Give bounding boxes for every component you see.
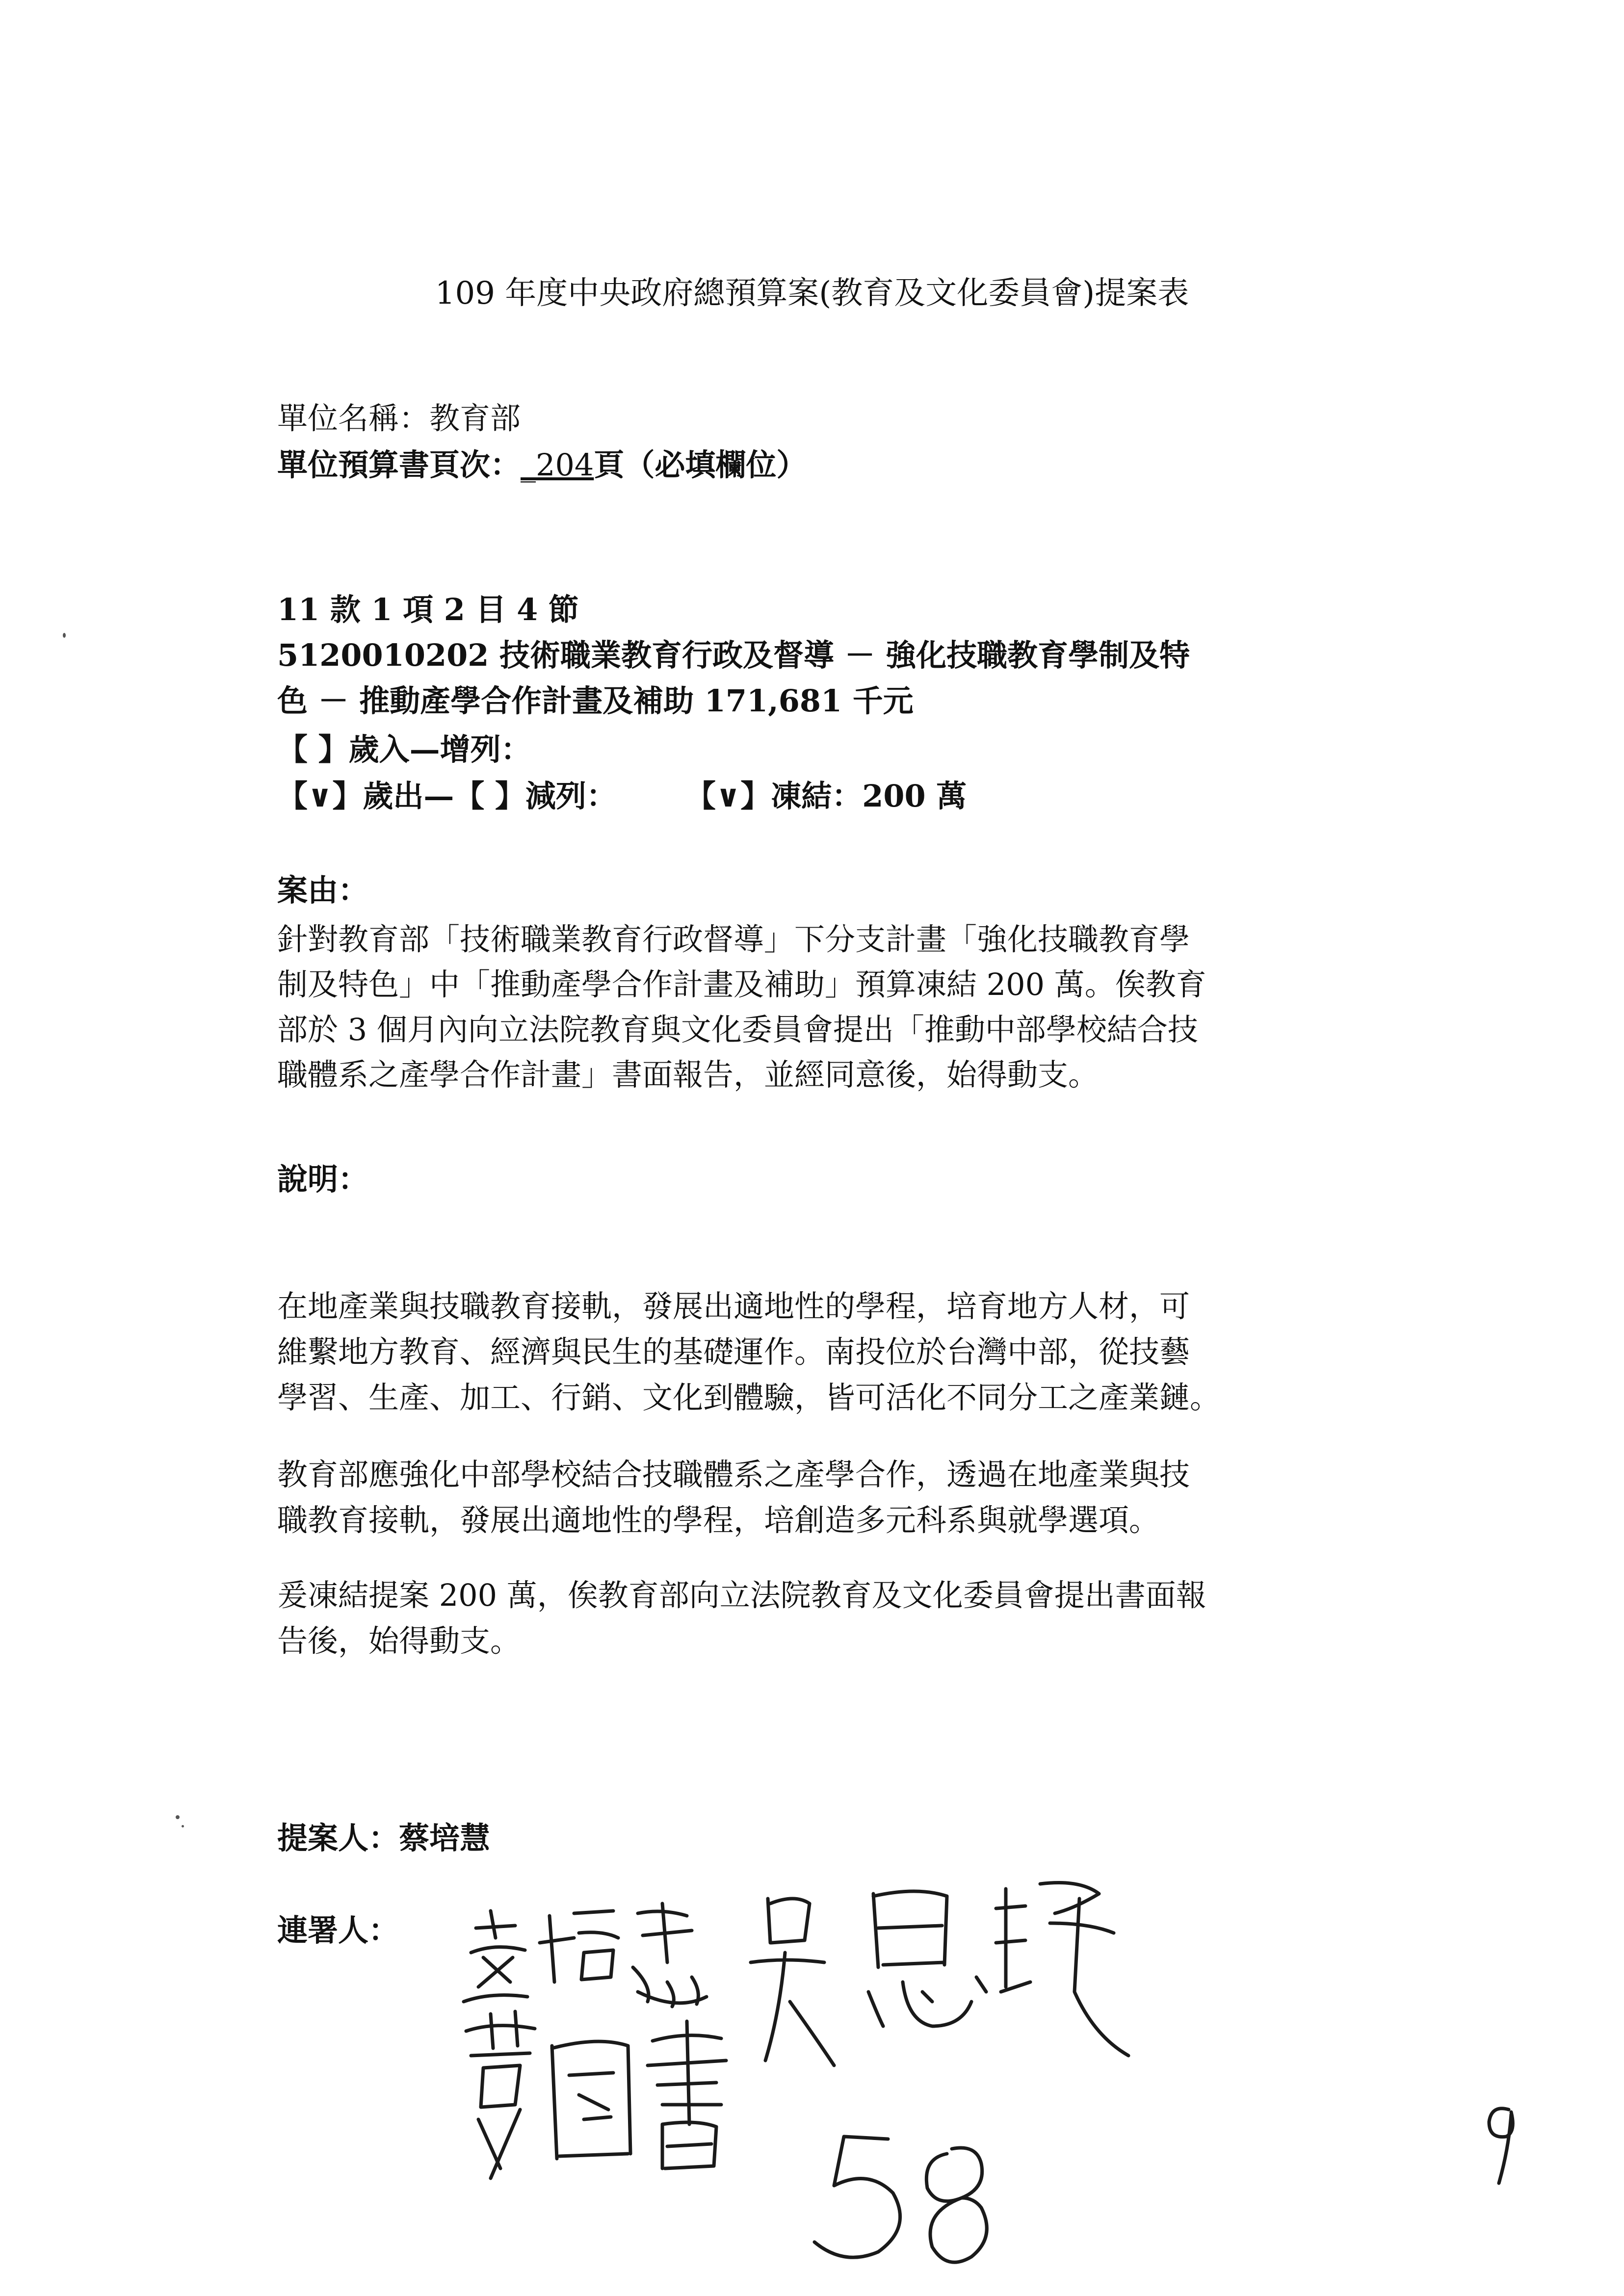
proposer-label: 提案人： [277,1820,399,1856]
reason-line: 職體系之產學合作計畫」書面報告，並經同意後，始得動支。 [277,1057,1099,1093]
explain-line: 告後，始得動支。 [277,1623,521,1659]
document-title: 109 年度中央政府總預算案(教育及文化委員會)提案表 [435,275,1189,312]
explain-heading: 說明： [277,1161,369,1197]
signature-huang-guoshu [466,2011,726,2178]
explain-line: 教育部應強化中部學校結合技職體系之產學合作，透過在地產業與技 [277,1457,1190,1492]
page-suffix: 頁（必填欄位） [594,447,807,483]
reason-line: 針對教育部「技術職業教育行政督導」下分支計畫「強化技職教育學 [277,921,1190,957]
revenue-line: 【 】歲入—增列： [277,731,531,767]
unit-label: 單位名稱： [277,400,430,436]
unit-name: 教育部 [429,400,521,436]
explain-line: 爰凍結提案 200 萬，俟教育部向立法院教育及文化委員會提出書面報 [277,1577,1206,1613]
signature-wu-siyao [751,1883,1128,2066]
program-line-1: 5120010202 技術職業教育行政及督導 － 強化技職教育學制及特 [277,637,1190,673]
explain-line: 維繫地方教育、經濟與民生的基礎運作。南投位於台灣中部，從技藝 [277,1334,1190,1370]
reason-line: 制及特色」中「推動產學合作計畫及補助」預算凍結 200 萬。俟教育 [277,966,1206,1002]
page-value: _204 [521,447,594,483]
scan-speck [63,633,66,638]
program-line-2: 色 － 推動產學合作計畫及補助 171,681 千元 [277,683,914,719]
expense-part-1: 【∨】歲出—【 】減列： [277,778,617,814]
proposer-name: 蔡培慧 [399,1820,491,1856]
expense-part-2: 【∨】凍結：200 萬 [685,778,967,814]
signature-cai-peihui [464,1904,707,2007]
reason-heading: 案由： [277,872,369,908]
handwritten-page-mark [1489,2109,1513,2183]
scan-speck [182,1825,184,1827]
explain-line: 職教育接軌，發展出適地性的學程，培創造多元科系與就學選項。 [277,1502,1160,1538]
explain-line: 在地產業與技職教育接軌，發展出適地性的學程，培育地方人材，可 [277,1288,1190,1324]
page-label: 單位預算書頁次： [277,447,521,483]
handwritten-number-58 [814,2137,987,2262]
explain-line: 學習、生產、加工、行銷、文化到體驗，皆可活化不同分工之產業鏈。 [277,1380,1221,1415]
cosigner-label: 連署人： [277,1912,399,1948]
scan-speck [176,1815,180,1819]
reason-line: 部於 3 個月內向立法院教育與文化委員會提出「推動中部學校結合技 [277,1012,1198,1047]
section-ref: 11 款 1 項 2 目 4 節 [277,592,579,627]
